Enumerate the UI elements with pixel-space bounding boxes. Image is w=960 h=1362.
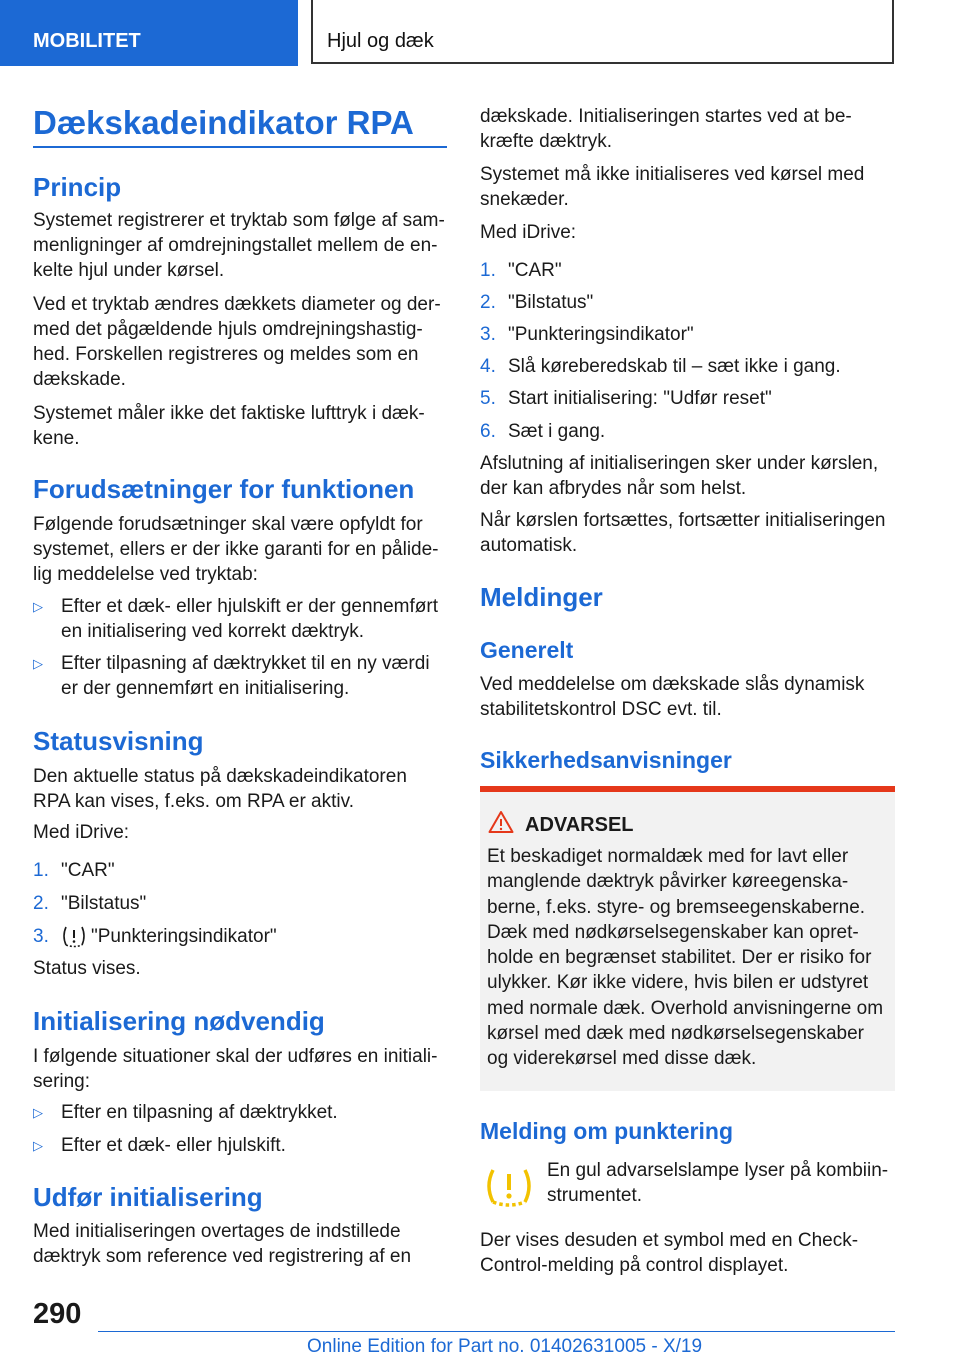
page-number: 290 [33,1298,82,1330]
heading-statusvisning: Statusvisning [33,726,204,756]
title-rule [33,146,447,148]
princip-paragraph-3: Systemet måler ikke det faktiske lufttryk i dæk- kene. [33,403,425,449]
warning-bar [480,786,895,792]
right-intro: Med iDrive: [480,222,577,243]
status-intro: Med iDrive: [33,822,130,843]
warning-box [480,786,895,1091]
warning-triangle-icon [488,810,514,839]
triangle-bullet-icon: ▷ [33,656,43,671]
subsection-tab: Hjul og dæk [311,0,894,64]
status-after: Status vises. [33,958,141,979]
page-title: Dækskadeindikator RPA [33,104,414,141]
forudsaet-paragraph: Følgende forudsætninger skal være opfyldt for systemet, ellers er der ikke garanti for en pålide- lig meddelelse ved tryktab: [33,514,439,585]
heading-sikkerhed: Sikkerhedsanvisninger [480,747,732,773]
warning-text: Et beskadiget normaldæk med for lavt eller manglende dæktryk påvirker køreegenska- berne, f.eks. styre- og bremseegenskaberne. Dæk med nødkørselsegenskaber kan opret- holde en begrænset stabilitet. Der er risiko for ulykker. Kør ikke videre, hvis bilen er udstyret med normale dæk. Overhold anvisningerne om kørsel med dæk med nødkørselsegenskaber og viderekørsel med disse dæk. [487,846,884,1070]
heading-initialisering: Initialisering nødvendig [33,1006,325,1036]
heading-forudsaetninger: Forudsætninger for funktionen [33,474,415,504]
status-paragraph: Den aktuelle status på dækskadeindikatoren RPA kan vises, f.eks. om RPA er aktiv. [33,766,407,812]
warning-title: ADVARSEL [525,814,634,836]
tire-pressure-warning-lamp-icon [484,1164,534,1213]
princip-paragraph-2: Ved et tryktab ændres dækkets diameter og der- med det pågældende hjuls omdrejningshastig- hed. Forskellen registreres og meldes som en dækskade. [33,294,441,390]
punktering-paragraph-2: Der vises desuden et symbol med en Check- Control-melding på control displayet. [480,1230,859,1276]
init-paragraph: I følgende situationer skal der udføres en initiali- sering: [33,1046,438,1092]
udfor-paragraph: Med initialiseringen overtages de indstillede dæktryk som reference ved registrering af en [33,1221,412,1267]
triangle-bullet-icon: ▷ [33,599,43,614]
footer-rule [98,1331,895,1332]
princip-paragraph-1: Systemet registrerer et tryktab som følge af sam- menligninger af omdrejningstallet mellem de en- kelte hjul under kørsel. [33,210,445,281]
page-header [0,0,960,66]
punktering-paragraph-1: En gul advarselslampe lyser på kombiin- strumentet. [547,1160,889,1206]
edition-text: Online Edition for Part no. 01402631005 - X/19 [307,1336,703,1357]
right-paragraph-4: Når kørslen fortsættes, fortsætter initialiseringen automatisk. [480,510,886,556]
section-tab: MOBILITET [0,0,298,66]
right-paragraph-1: dækskade. Initialiseringen startes ved at be- kræfte dæktryk. [480,106,852,152]
heading-udfor: Udfør initialisering [33,1182,263,1212]
heading-punktering: Melding om punktering [480,1118,733,1144]
triangle-bullet-icon: ▷ [33,1105,43,1120]
heading-generelt: Generelt [480,637,574,663]
right-paragraph-2: Systemet må ikke initialiseres ved kørsel med snekæder. [480,164,865,210]
right-paragraph-3: Afslutning af initialiseringen sker under kørslen, der kan afbrydes når som helst. [480,453,879,499]
heading-meldinger: Meldinger [480,582,603,612]
triangle-bullet-icon: ▷ [33,1138,43,1153]
generelt-paragraph: Ved meddelelse om dækskade slås dynamisk stabilitetskontrol DSC evt. til. [480,674,865,720]
heading-princip: Princip [33,172,122,202]
tire-pressure-icon [61,924,87,955]
